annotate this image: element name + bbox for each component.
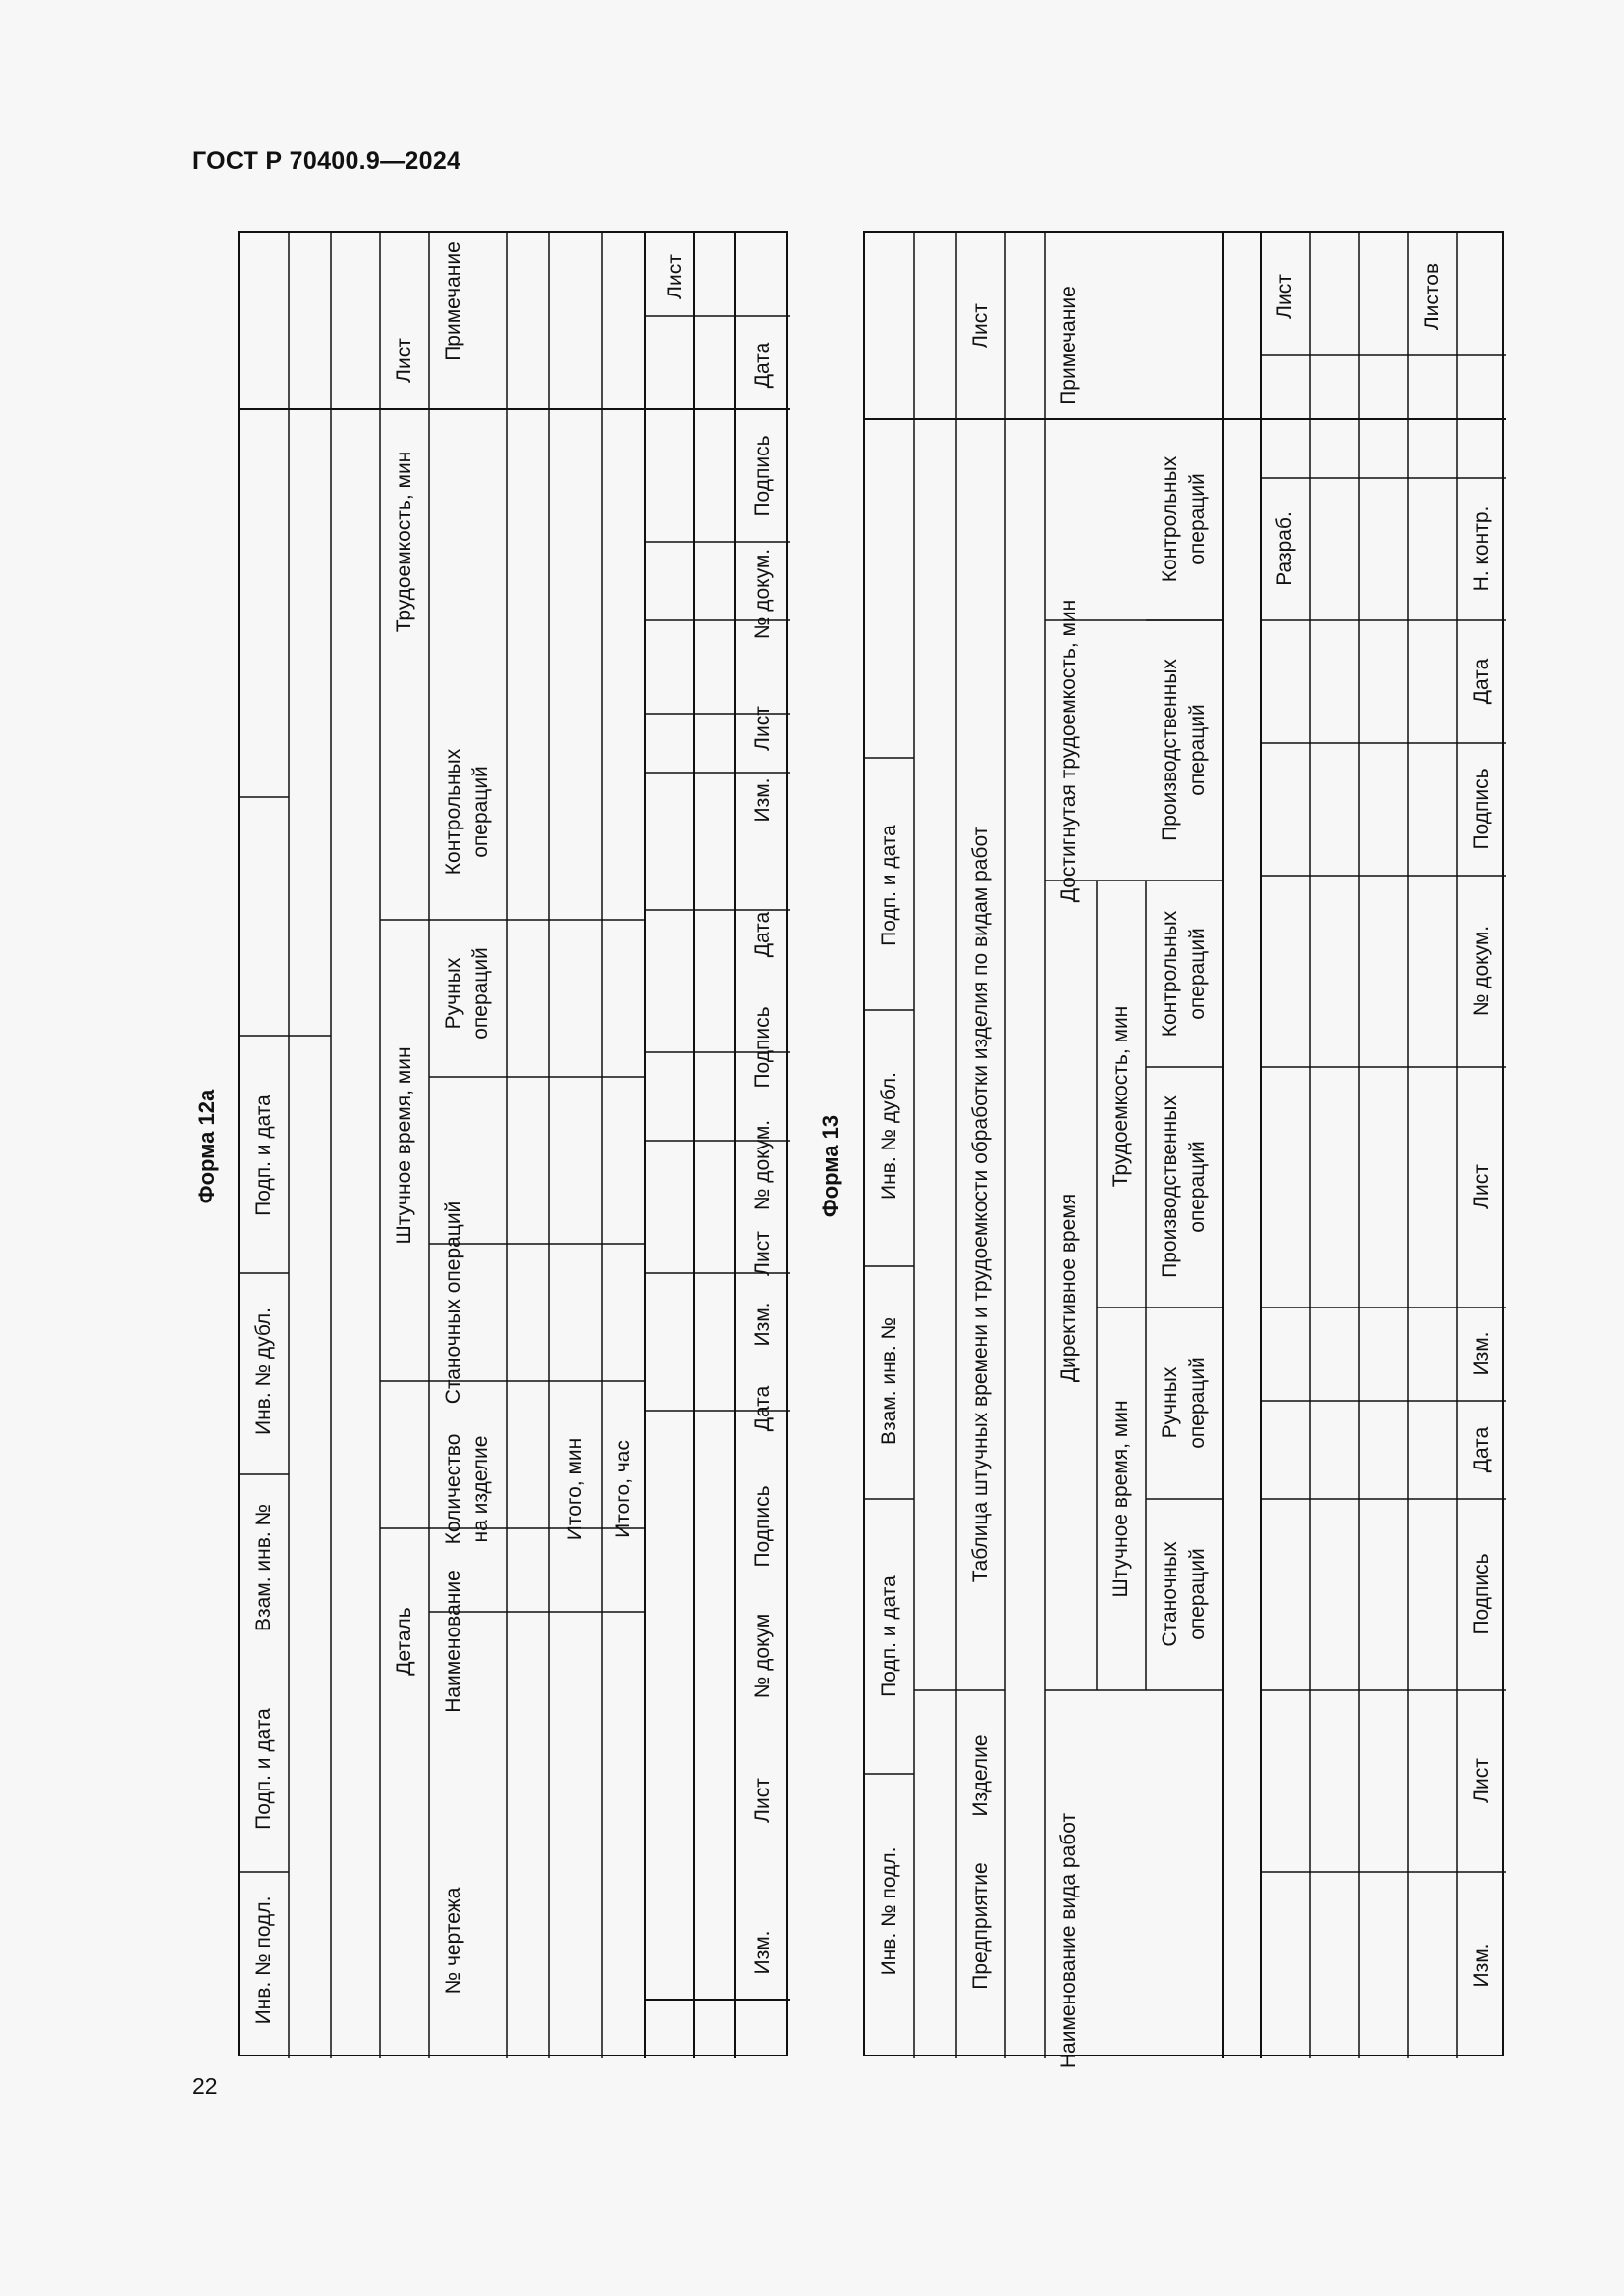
f13-col-trudoemkost: Трудоемкость, мин [1110, 1005, 1132, 1188]
f13-podp-data-1: Подп. и дата [878, 1575, 900, 1697]
f13-stamp-podpis-1: Подпись [1470, 1553, 1492, 1635]
f12a-stamp-data-3: Дата [751, 342, 774, 389]
page-number: 22 [192, 2073, 218, 2099]
f13-stamp-izm-2: Изм. [1470, 1331, 1492, 1376]
f12a-col-naimenovanie: Наименование [442, 1570, 464, 1713]
f12a-stamp-data-1: Дата [751, 1385, 774, 1432]
f13-stamp-podpis-2: Подпись [1470, 768, 1492, 850]
f13-stamp-n-kontr: Н. контр. [1470, 506, 1492, 592]
f12a-col-ruchnyh: Ручных операций [442, 947, 492, 1040]
f13-stamp-razrab: Разраб. [1273, 511, 1296, 586]
f12a-podp-data-1: Подп. и дата [252, 1708, 275, 1830]
f12a-stamp-list-2: Лист [751, 1231, 774, 1276]
f12a-col-itogo-min: Итого, мин [564, 1437, 586, 1541]
f12a-col-primechanie: Примечание [442, 241, 464, 361]
f12a-stamp-izm-2: Изм. [751, 1302, 774, 1347]
f13-col-naimenovanie-vida: Наименование вида работ [1057, 1812, 1080, 2069]
f13-col-dostignutaya: Достигнутая трудоемкость, мин [1057, 599, 1080, 903]
f13-col-ruchnyh: Ручных операций [1159, 1357, 1209, 1449]
f13-stamp-izm-1: Изм. [1470, 1943, 1492, 1988]
f13-col-primechanie: Примечание [1057, 286, 1080, 405]
f13-vzam-inv: Взам. инв. № [878, 1316, 900, 1446]
f13-col-proizv-2: Производственных операций [1159, 659, 1209, 841]
f12a-stamp-nodokum-2: № докум. [751, 1119, 774, 1211]
f13-inv-podl: Инв. № подл. [878, 1846, 900, 1976]
f12a-stamp-list-1: Лист [751, 1778, 774, 1823]
f12a-inv-podl: Инв. № подл. [252, 1896, 275, 2025]
f12a-stamp-izm-3: Изм. [751, 777, 774, 823]
document-header: ГОСТ Р 70400.9—2024 [192, 147, 461, 175]
form-12a-title: Форма 12а [194, 1089, 219, 1204]
f13-list: Лист [969, 303, 992, 348]
f13-stamp-data-1: Дата [1470, 1426, 1492, 1473]
f12a-stamp-izm-1: Изм. [751, 1930, 774, 1975]
f13-table-title: Таблица штучных времени и трудоемкости обработки изделия по видам работ [969, 826, 992, 1583]
f13-stamp-list: Лист [1273, 274, 1296, 319]
f13-predpriyatie: Предприятие [969, 1862, 992, 1990]
f13-stamp-listov: Листов [1421, 262, 1443, 331]
f12a-stamp-list-top: Лист [664, 254, 686, 299]
f12a-stamp-data-2: Дата [751, 911, 774, 958]
form-13-table [863, 231, 1504, 2069]
f12a-podp-data-2: Подп. и дата [252, 1095, 275, 1216]
f12a-stamp-podpis-2: Подпись [751, 1006, 774, 1089]
f12a-stamp-nodokum-3: № докум. [751, 548, 774, 640]
f13-inv-dubl: Инв. № дубл. [878, 1071, 900, 1201]
f12a-col-no-chertezha: № чертежа [442, 1887, 464, 1995]
form-13-title: Форма 13 [818, 1114, 842, 1218]
f13-stamp-data-2: Дата [1470, 658, 1492, 705]
f13-col-direktivnoe: Директивное время [1057, 1193, 1080, 1383]
f12a-col-itogo-chas: Итого, час [612, 1440, 634, 1538]
f13-col-kontrol-2: Контрольных операций [1159, 455, 1209, 583]
f12a-col-kolichestvo: Количество на изделие [442, 1433, 492, 1545]
f12a-vzam-inv: Взам. инв. № [252, 1503, 275, 1632]
f13-stamp-list-2: Лист [1470, 1164, 1492, 1209]
f12a-col-list: Лист [393, 338, 415, 383]
f12a-col-shtuchnoe: Штучное время, мин [393, 1046, 415, 1245]
f12a-col-stanochnyh: Станочных операций [442, 1201, 464, 1405]
f13-col-stanochnyh: Станочных операций [1159, 1541, 1209, 1647]
f13-col-proizv-1: Производственных операций [1159, 1095, 1209, 1278]
f12a-inv-dubl: Инв. № дубл. [252, 1307, 275, 1436]
f13-col-shtuchnoe: Штучное время, мин [1110, 1400, 1132, 1598]
f12a-stamp-podpis-3: Подпись [751, 435, 774, 517]
f12a-col-kontrolnyh: Контрольных операций [442, 748, 492, 876]
f12a-col-trudoemkost: Трудоемкость, мин [393, 451, 415, 633]
f13-izdelie: Изделие [969, 1735, 992, 1817]
f13-podp-data-2: Подп. и дата [878, 825, 900, 946]
f13-col-kontrol-1: Контрольных операций [1159, 910, 1209, 1038]
f12a-col-detal: Деталь [393, 1607, 415, 1676]
f12a-stamp-nodokum-1: № докум [751, 1613, 774, 1699]
f13-stamp-nodokum-2: № докум. [1470, 925, 1492, 1017]
f12a-stamp-list-3: Лист [751, 706, 774, 751]
f12a-stamp-podpis-1: Подпись [751, 1485, 774, 1568]
f13-stamp-list-1: Лист [1470, 1758, 1492, 1803]
form-12a-grid-lines [240, 233, 790, 2058]
form-12a-table [238, 231, 788, 2056]
